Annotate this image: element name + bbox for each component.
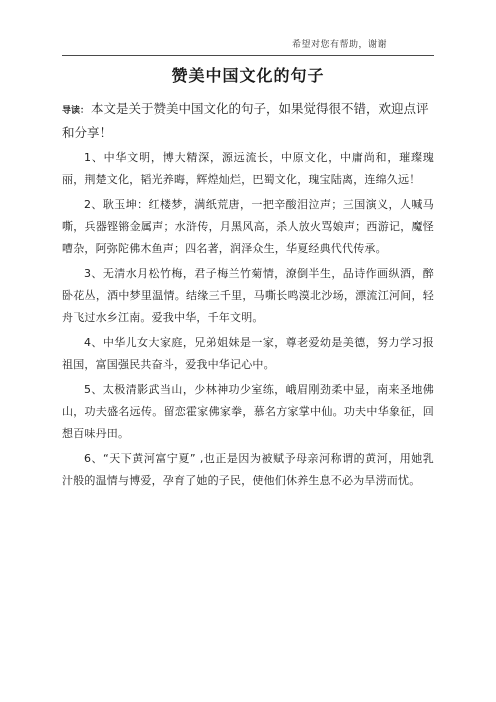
page-title: 赞美中国文化的句子 bbox=[171, 66, 325, 85]
intro-label: 导读： bbox=[62, 106, 90, 116]
paragraph-5: 5、太极清影武当山，少林神功少室练，峨眉刚劲柔中显，南来圣地佛山，功夫盛名远传。留恋霍家佛家拳，慕名方家掌中仙。功夫中华象征，回想百味丹田。 bbox=[62, 383, 434, 440]
paragraph-1: 1、中华文明，博大精深，源远流长，中原文化，中庸尚和，璀璨瑰丽，荆楚文化，韬光养晦，辉煌灿烂，巴蜀文化，瑰宝陆离，连绵久远！ bbox=[62, 151, 434, 186]
paragraph-3: 3、无清水月松竹梅，君子梅兰竹菊情，潦倒半生，品诗作画纵酒，醉卧花丛，酒中梦里温情。结缘三千里，马嘶长鸣漠北沙场，漂流江河间，轻舟飞过水乡江南。爱我中华，千年文明。 bbox=[62, 267, 434, 324]
paragraph-4: 4、中华儿女大家庭，兄弟姐妹是一家，尊老爱幼是美德，努力学习报祖国，富国强民共奋斗，爱我中华记心中。 bbox=[62, 336, 434, 371]
intro-text: 本文是关于赞美中国文化的句子，如果觉得很不错，欢迎点评和分享！ bbox=[62, 101, 429, 140]
paragraph-6: 6、“天下黄河富宁夏” ,也正是因为被赋予母亲河称谓的黄河，用她乳汁般的温情与博爱，孕育了她的子民，使他们休养生息不必为旱涝而忧。 bbox=[62, 452, 434, 487]
header-note: 希望对您有帮助，谢谢 bbox=[292, 40, 388, 50]
document-body bbox=[62, 98, 434, 495]
paragraph-2: 2、耿玉坤：红楼梦，满纸荒唐，一把辛酸泪泣声；三国演义，人喊马嘶，兵器铿锵金属声；水浒传，月黑风高，杀人放火骂娘声；西游记，魔怪嘈杂，阿弥陀佛木鱼声；四名著，润泽众生，华夏经典代代传承。 bbox=[62, 198, 434, 255]
intro-paragraph bbox=[62, 98, 434, 144]
header-divider bbox=[62, 55, 434, 56]
